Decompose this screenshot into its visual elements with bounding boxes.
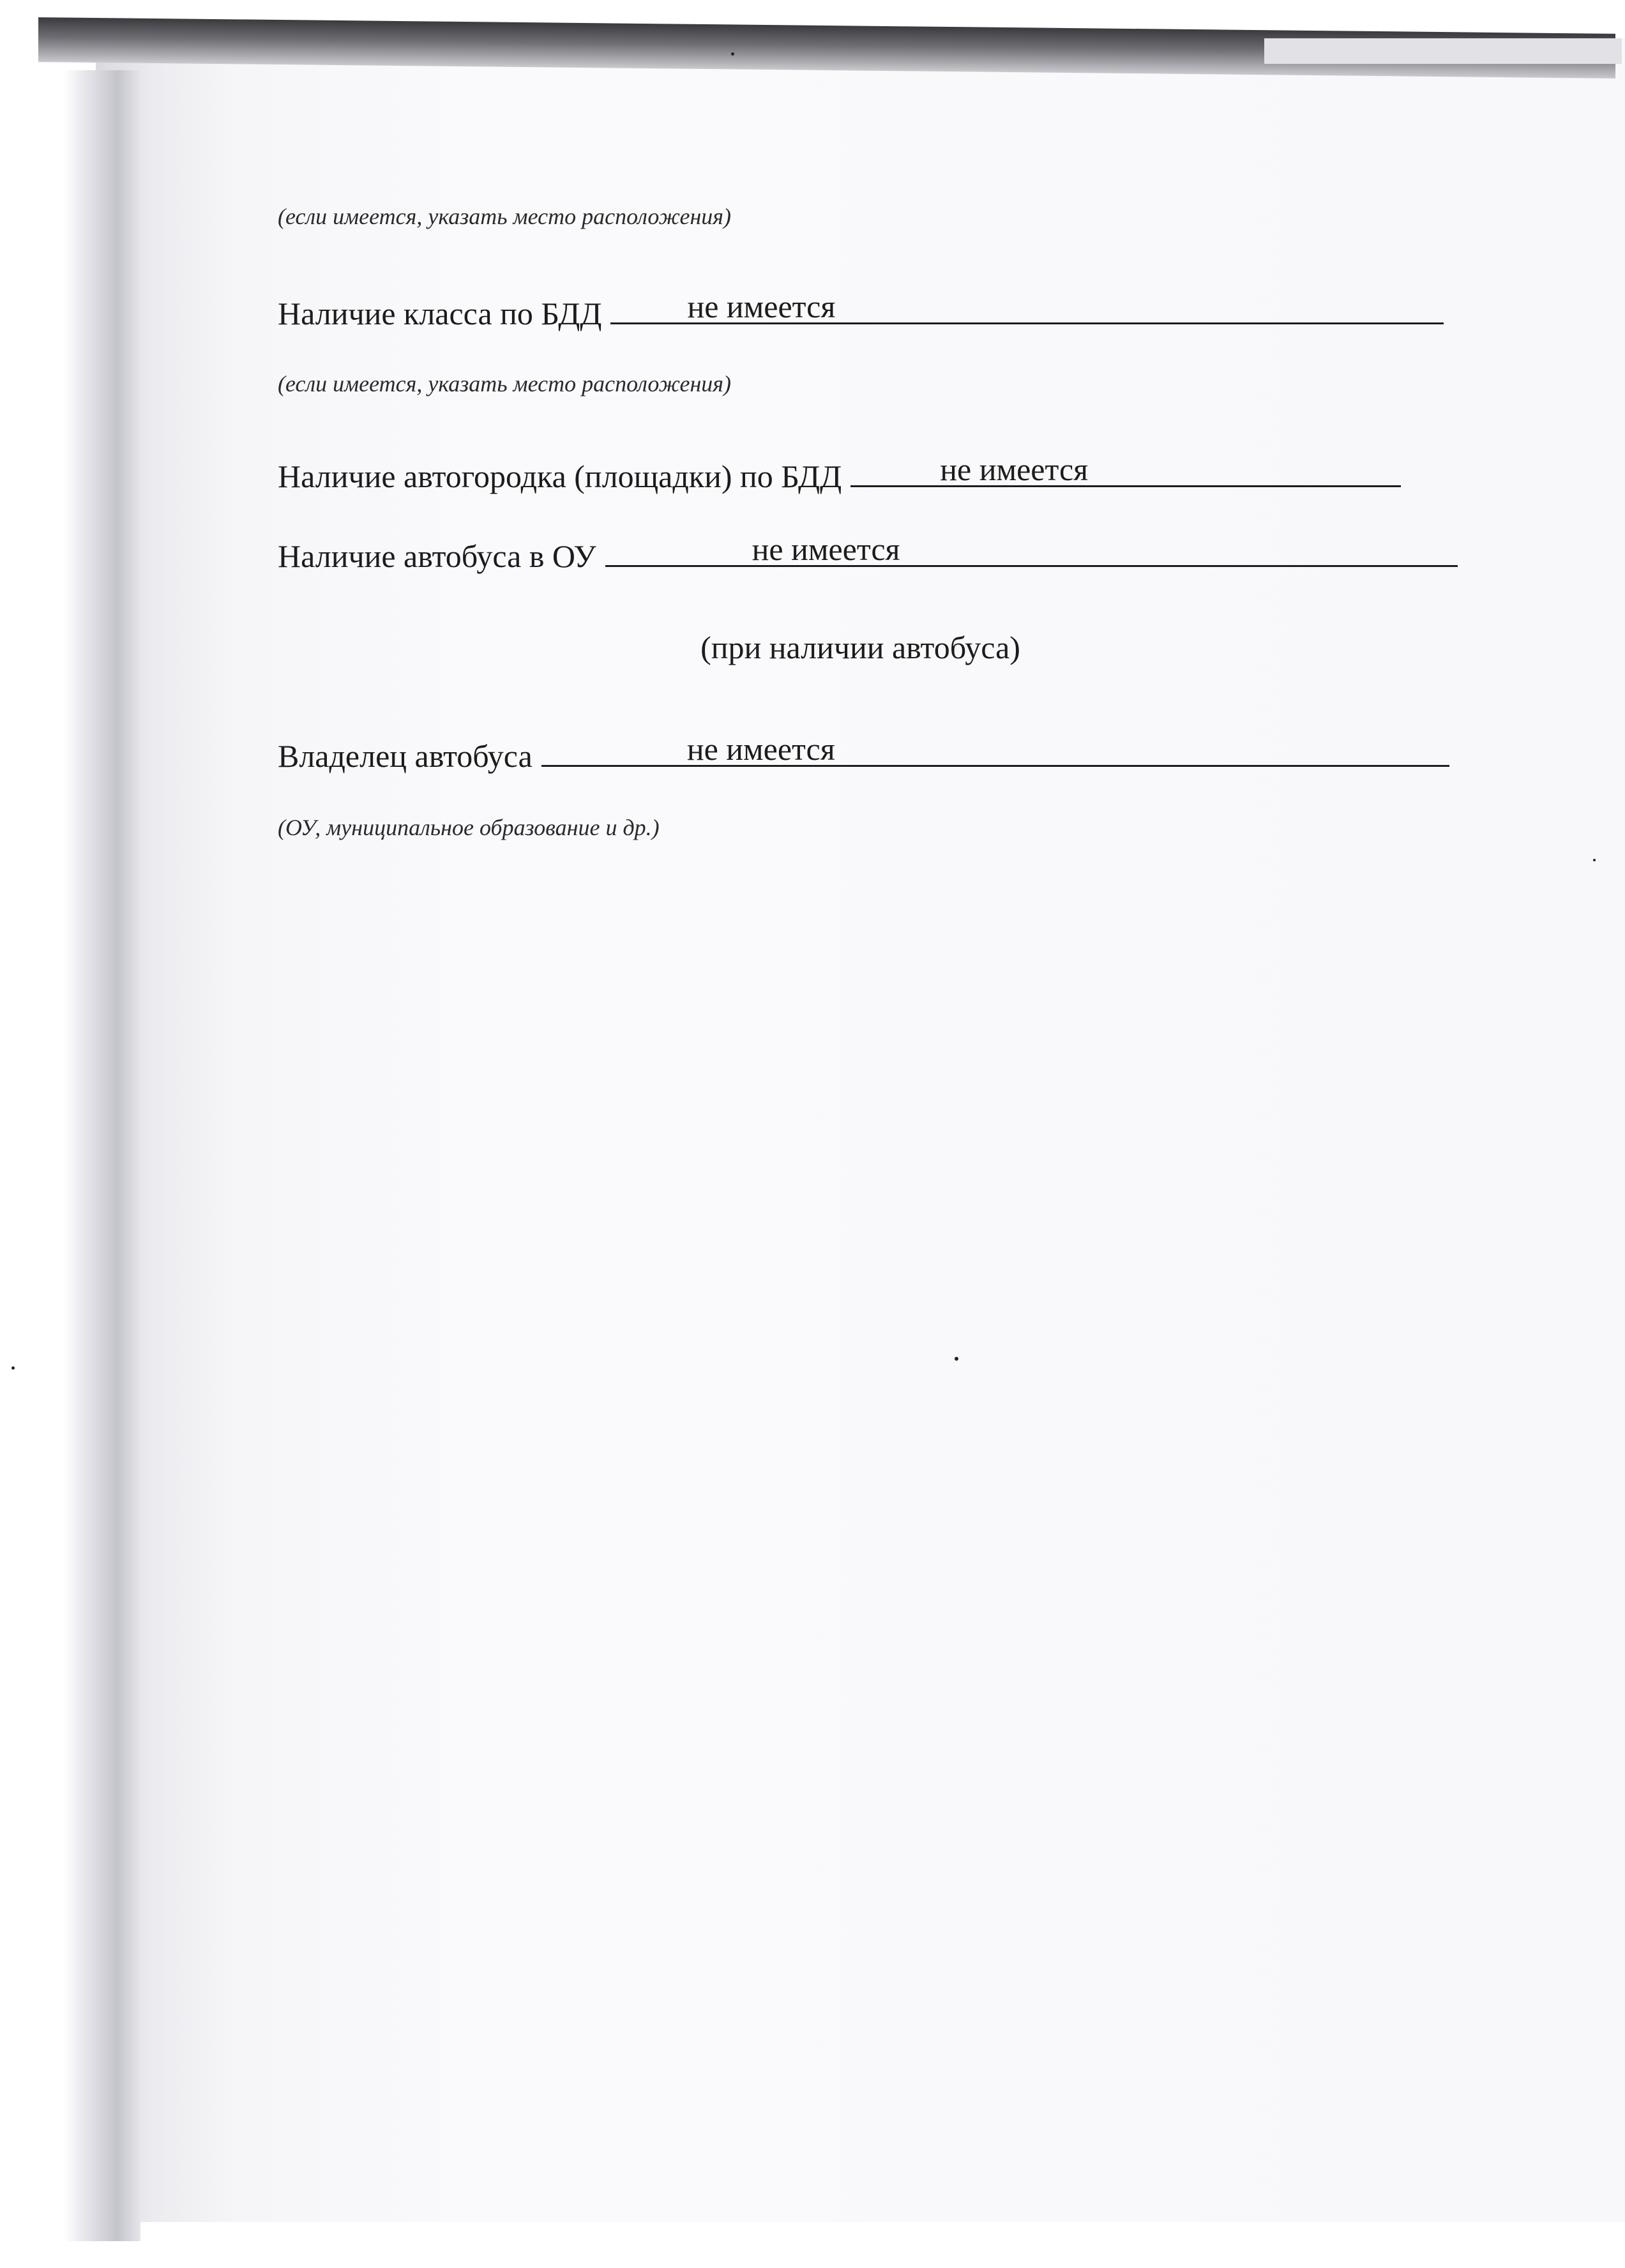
bus-note-text: (при наличии автобуса) [700, 630, 1020, 665]
field-autotown-label: Наличие автогородка (площадки) по БДД [278, 458, 842, 494]
field-autotown-value: не имеется [940, 451, 1089, 487]
scan-speck [955, 1357, 958, 1361]
field-bdd-class-line[interactable] [610, 291, 1444, 324]
field-bus-line[interactable] [605, 533, 1458, 567]
scan-speck [11, 1366, 15, 1370]
scan-speck [1593, 859, 1596, 861]
field-bus-owner-line[interactable] [541, 733, 1449, 767]
hint-bus-owner: (ОУ, муниципальное образование и др.) [278, 815, 660, 840]
field-bus-owner-value: не имеется [686, 731, 835, 767]
field-bus-value: не имеется [752, 531, 900, 567]
field-bdd-class-value: не имеется [687, 289, 836, 324]
scan-top-highlight [1264, 38, 1622, 64]
hint-location-1: (если имеется, указать место расположения) [278, 204, 732, 229]
paper-sheet [96, 38, 1625, 2222]
field-bus [278, 533, 1458, 575]
field-bdd-class [278, 291, 1444, 332]
field-autotown-line[interactable] [850, 453, 1401, 487]
field-bus-label: Наличие автобуса в ОУ [278, 538, 596, 574]
hint-location-2: (если имеется, указать место расположения) [278, 371, 732, 397]
scan-speck [731, 52, 734, 56]
bus-note [0, 629, 1625, 666]
field-autotown [278, 453, 1401, 495]
page-fold-shadow [64, 70, 140, 2241]
field-bdd-class-label: Наличие класса по БДД [278, 296, 602, 331]
field-bus-owner-label: Владелец автобуса [278, 738, 533, 774]
field-bus-owner [278, 733, 1449, 775]
